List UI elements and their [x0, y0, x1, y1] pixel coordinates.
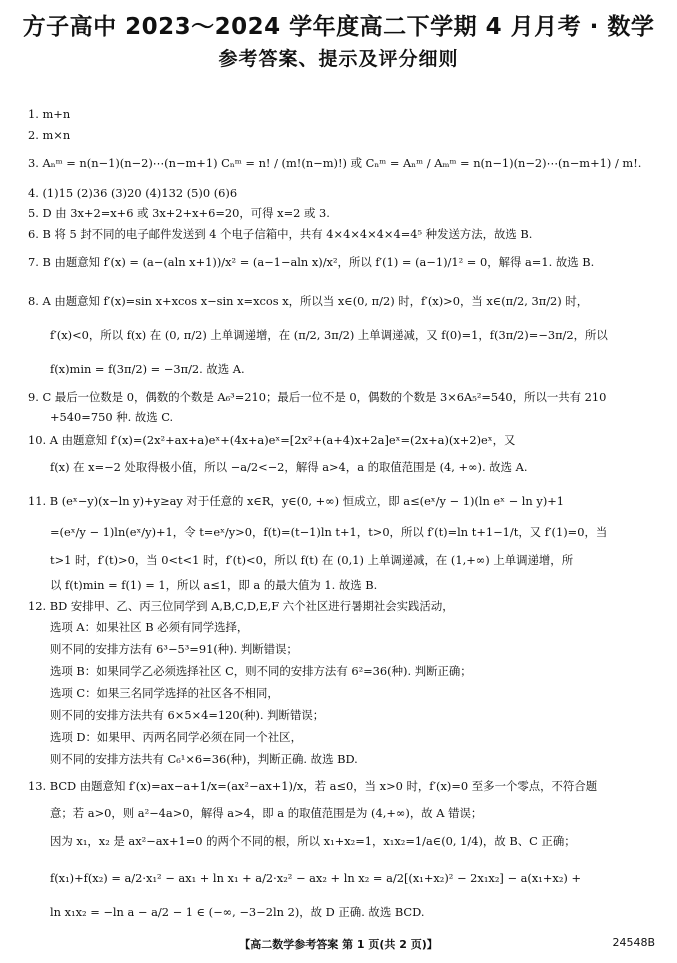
- answer-line: 选项 A：如果社区 B 必须有同学选择，: [50, 620, 249, 634]
- answer-line: 6. B 将 5 封不同的电子邮件发送到 4 个电子信箱中，共有 4×4×4×4×4=4⁵ 种发送方法，故选 B.: [28, 227, 533, 241]
- answer-line: 7. B 由题意知 f′(x) = (a−(aln x+1))/x² = (a−1−aln x)/x²，所以 f′(1) = (a−1)/1² = 0，解得 a=1. 故选 B.: [28, 255, 595, 269]
- answer-line: 12. BD 安排甲、乙、丙三位同学到 A,B,C,D,E,F 六个社区进行暑期社会实践活动，: [28, 599, 454, 613]
- answer-line: =(eˣ/y − 1)ln(eˣ/y)+1，令 t=eˣ/y>0，f(t)=(t−1)ln t+1，t>0，所以 f′(t)=ln t+1−1/t，又 f′(1)=0，当: [50, 525, 608, 539]
- answer-line: 以 f(t)min = f(1) = 1，所以 a≤1，即 a 的最大值为 1. 故选 B.: [50, 578, 378, 592]
- answer-line: 1. m+n: [28, 107, 71, 121]
- answer-line: 选项 C：如果三名同学选择的社区各不相同，: [50, 686, 279, 700]
- answer-line: 则不同的安排方法有 6³−5³=91(种). 判断错误；: [50, 642, 298, 656]
- answer-line: 9. C 最后一位数是 0，偶数的个数是 A₆³=210；最后一位不是 0，偶数的个数是 3×6A₅²=540，所以一共有 210: [28, 390, 607, 404]
- answer-line: 8. A 由题意知 f′(x)=sin x+xcos x−sin x=xcos x，所以当 x∈(0, π/2) 时，f′(x)>0，当 x∈(π/2, 3π/2) 时，: [28, 294, 589, 308]
- document-title: 方子高中 2023～2024 学年度高二下学期 4 月月考 · 数学: [22, 14, 655, 40]
- answer-line: 意；若 a>0，则 a²−4a>0，解得 a>4，即 a 的取值范围是为 (4,+∞)，故 A 错误；: [50, 806, 483, 820]
- answer-line: f′(x)<0，所以 f(x) 在 (0, π/2) 上单调递增，在 (π/2, 3π/2) 上单调递减，又 f(0)=1，f(3π/2)=−3π/2，所以: [50, 328, 608, 342]
- answer-line: 因为 x₁，x₂ 是 ax²−ax+1=0 的两个不同的根，所以 x₁+x₂=1，x₁x₂=1/a∈(0, 1/4)，故 B、C 正确；: [50, 834, 576, 848]
- answer-line: 5. D 由 3x+2=x+6 或 3x+2+x+6=20，可得 x=2 或 3.: [28, 206, 330, 220]
- footer-code: 24548B: [612, 936, 655, 949]
- answer-line: +540=750 种. 故选 C.: [50, 410, 174, 424]
- answer-line: 13. BCD 由题意知 f′(x)=ax−a+1/x=(ax²−ax+1)/x，若 a≤0，当 x>0 时，f′(x)=0 至多一个零点，不符合题: [28, 779, 598, 793]
- answer-line: 则不同的安排方法共有 6×5×4=120(种). 判断错误；: [50, 708, 325, 722]
- answer-line: t>1 时，f′(t)>0，当 0<t<1 时，f′(t)<0，所以 f(t) 在 (0,1) 上单调递减，在 (1,+∞) 上单调递增，所: [50, 553, 574, 567]
- answer-line: 2. m×n: [28, 128, 71, 142]
- answer-line: ln x₁x₂ = −ln a − a/2 − 1 ∈ (−∞, −3−2ln 2)，故 D 正确. 故选 BCD.: [50, 905, 425, 919]
- answer-line: 选项 B：如果同学乙必须选择社区 C，则不同的安排方法有 6²=36(种). 判断正确；: [50, 664, 472, 678]
- answer-line: 则不同的安排方法共有 C₆¹×6=36(种)，判断正确. 故选 BD.: [50, 752, 358, 766]
- answer-line: 10. A 由题意知 f′(x)=(2x²+ax+a)eˣ+(4x+a)eˣ=[2x²+(a+4)x+2a]eˣ=(2x+a)(x+2)eˣ，又: [28, 433, 516, 447]
- answer-line: 选项 D：如果甲、丙两名同学必须在同一个社区，: [50, 730, 302, 744]
- footer-text: 【高二数学参考答案 第 1 页(共 2 页)】: [239, 938, 438, 951]
- document-subtitle: 参考答案、提示及评分细则: [218, 48, 459, 70]
- answer-line: 4. (1)15 (2)36 (3)20 (4)132 (5)0 (6)6: [28, 186, 238, 200]
- answer-line: 3. Aₙᵐ = n(n−1)(n−2)⋯(n−m+1) Cₙᵐ = n! / (m!(n−m)!) 或 Cₙᵐ = Aₙᵐ / Aₘᵐ = n(n−1)(n−2)⋯(n−m+1) / m!.: [28, 156, 642, 170]
- answer-line: 11. B (eˣ−y)(x−ln y)+y≥ay 对于任意的 x∈R，y∈(0, +∞) 恒成立，即 a≤(eˣ/y − 1)(ln eˣ − ln y)+1: [28, 494, 565, 508]
- answer-line: f(x) 在 x=−2 处取得极小值，所以 −a/2<−2，解得 a>4，a 的取值范围是 (4, +∞). 故选 A.: [50, 460, 528, 474]
- answer-line: f(x₁)+f(x₂) = a/2·x₁² − ax₁ + ln x₁ + a/2·x₂² − ax₂ + ln x₂ = a/2[(x₁+x₂)² − 2x₁x₂] − a(x₁+x₂) +: [50, 871, 581, 885]
- answer-line: f(x)min = f(3π/2) = −3π/2. 故选 A.: [50, 362, 245, 376]
